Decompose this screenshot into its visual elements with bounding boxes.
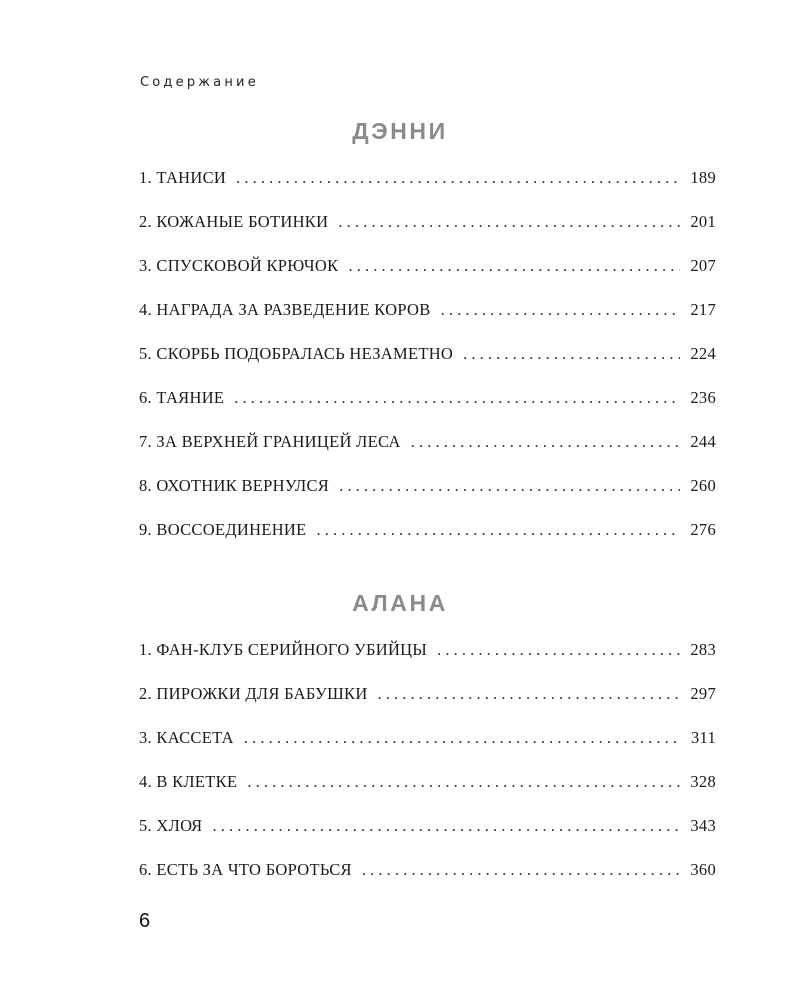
toc-entry[interactable] [139, 168, 716, 212]
toc-list-alana [139, 640, 716, 904]
toc-entry[interactable] [139, 520, 716, 564]
toc-entry[interactable] [139, 816, 716, 860]
toc-entry-page: 343 [690, 816, 716, 835]
dot-leader [463, 344, 680, 364]
dot-leader [348, 256, 680, 276]
toc-entry-title: 6. ТАЯНИЕ [139, 388, 225, 407]
toc-entry-title: 7. ЗА ВЕРХНЕЙ ГРАНИЦЕЙ ЛЕСА [139, 432, 401, 451]
dot-leader [247, 772, 680, 792]
section-title-alana: АЛАНА [352, 590, 448, 616]
toc-entry-page: 207 [690, 256, 716, 275]
toc-entry-page: 217 [690, 300, 716, 319]
toc-entry[interactable] [139, 684, 716, 728]
toc-entry-title: 2. ПИРОЖКИ ДЛЯ БАБУШКИ [139, 684, 368, 703]
toc-entry[interactable] [139, 432, 716, 476]
dot-leader [244, 728, 680, 748]
dot-leader [212, 816, 680, 836]
toc-entry-page: 260 [690, 476, 716, 495]
toc-entry-title: 4. В КЛЕТКЕ [139, 772, 238, 791]
toc-entry[interactable] [139, 388, 716, 432]
toc-entry-title: 2. КОЖАНЫЕ БОТИНКИ [139, 212, 329, 231]
toc-entry-page: 236 [690, 388, 716, 407]
toc-entry[interactable] [139, 256, 716, 300]
toc-entry[interactable] [139, 300, 716, 344]
running-head: Содержание [140, 75, 259, 90]
toc-entry-title: 9. ВОССОЕДИНЕНИЕ [139, 520, 307, 539]
section-title-denny: ДЭННИ [352, 118, 448, 144]
toc-entry[interactable] [139, 212, 716, 256]
toc-entry-title: 3. КАССЕТА [139, 728, 234, 747]
dot-leader [236, 168, 680, 188]
toc-list-denny [139, 168, 716, 564]
toc-entry-page: 311 [690, 728, 716, 747]
toc-entry-title: 5. СКОРБЬ ПОДОБРАЛАСЬ НЕЗАМЕТНО [139, 344, 454, 363]
toc-entry-title: 5. ХЛОЯ [139, 816, 203, 835]
toc-entry-page: 360 [690, 860, 716, 879]
toc-entry[interactable] [139, 860, 716, 904]
dot-leader [411, 432, 680, 452]
dot-leader [362, 860, 680, 880]
toc-entry[interactable] [139, 728, 716, 772]
toc-entry-title: 1. ФАН-КЛУБ СЕРИЙНОГО УБИЙЦЫ [139, 640, 428, 659]
toc-entry[interactable] [139, 640, 716, 684]
toc-entry-title: 6. ЕСТЬ ЗА ЧТО БОРОТЬСЯ [139, 860, 352, 879]
toc-entry[interactable] [139, 772, 716, 816]
dot-leader [437, 640, 680, 660]
toc-entry-page: 297 [690, 684, 716, 703]
toc-entry-title: 3. СПУСКОВОЙ КРЮЧОК [139, 256, 339, 275]
toc-entry-page: 189 [690, 168, 716, 187]
toc-entry[interactable] [139, 476, 716, 520]
toc-entry-title: 4. НАГРАДА ЗА РАЗВЕДЕНИЕ КОРОВ [139, 300, 431, 319]
toc-entry-page: 283 [690, 640, 716, 659]
toc-entry-title: 8. ОХОТНИК ВЕРНУЛСЯ [139, 476, 330, 495]
page-number: 6 [139, 910, 151, 932]
toc-entry-page: 328 [690, 772, 716, 791]
dot-leader [441, 300, 680, 320]
toc-entry-page: 224 [690, 344, 716, 363]
toc-entry-title: 1. ТАНИСИ [139, 168, 227, 187]
dot-leader [317, 520, 680, 540]
toc-entry-page: 244 [690, 432, 716, 451]
dot-leader [338, 212, 680, 232]
dot-leader [339, 476, 680, 496]
dot-leader [234, 388, 680, 408]
dot-leader [378, 684, 680, 704]
toc-entry-page: 276 [690, 520, 716, 539]
toc-entry[interactable] [139, 344, 716, 388]
toc-entry-page: 201 [690, 212, 716, 231]
